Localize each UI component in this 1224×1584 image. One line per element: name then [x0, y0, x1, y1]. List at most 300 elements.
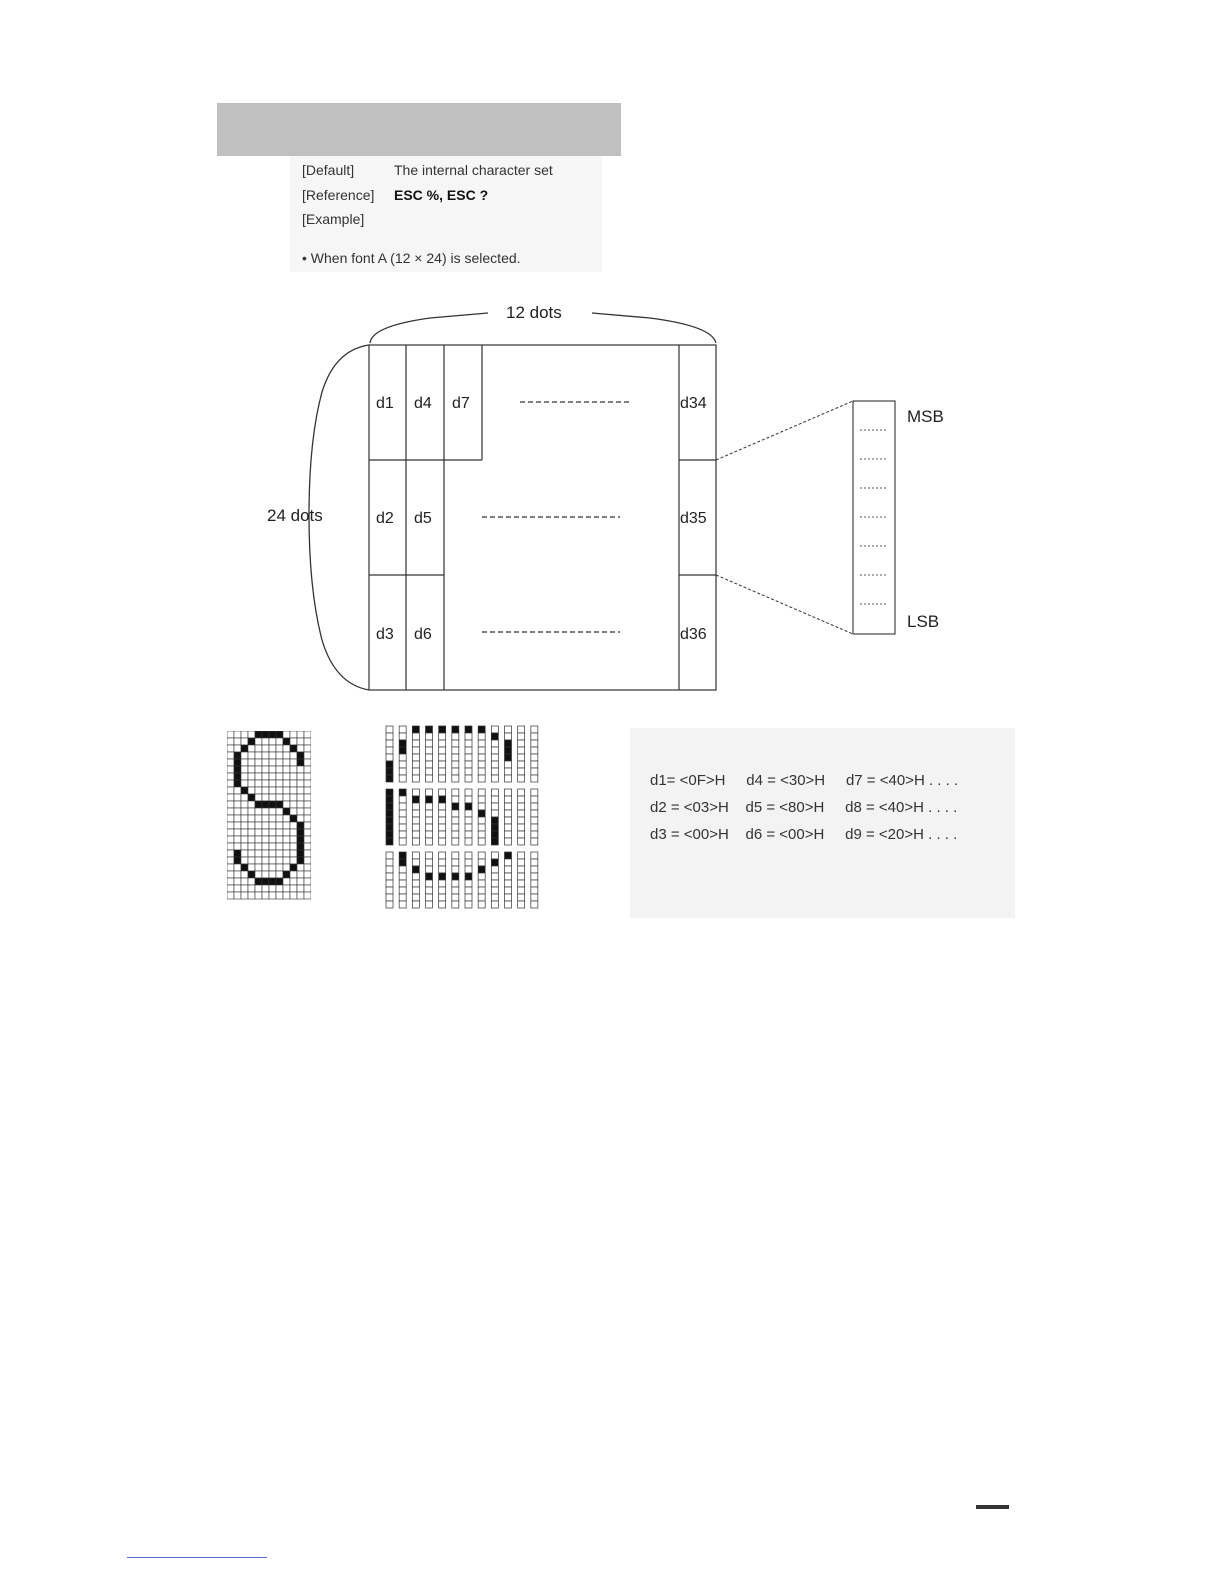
dot-cell [227, 738, 234, 745]
dot-cell [290, 850, 297, 857]
dot-cell [234, 871, 241, 878]
dot-cell [255, 794, 262, 801]
dot-cell [262, 829, 269, 836]
dot-cell [297, 864, 304, 871]
dot-cell [276, 787, 283, 794]
byte-column-cell [491, 726, 498, 782]
dot-cell [241, 885, 248, 892]
dot-cell [304, 850, 311, 857]
dot-cell [276, 829, 283, 836]
dot-cell [227, 766, 234, 773]
dot-cell [304, 829, 311, 836]
byte-column-cell [452, 789, 459, 845]
dot-cell [283, 766, 290, 773]
dot-cell [304, 738, 311, 745]
dot-cell [297, 745, 304, 752]
dot-cell [241, 766, 248, 773]
byte-column-cell [531, 726, 538, 782]
dot-cell [283, 808, 290, 815]
dot-cell [262, 766, 269, 773]
dot-cell [276, 738, 283, 745]
dot-cell [297, 885, 304, 892]
byte-column-cell [399, 789, 406, 845]
dot-cell [290, 857, 297, 864]
dot-cell [234, 885, 241, 892]
dot-cell [290, 836, 297, 843]
dot-cell [241, 738, 248, 745]
dot-cell [304, 885, 311, 892]
dot-cell [234, 808, 241, 815]
dot-cell [262, 738, 269, 745]
dot-cell [276, 759, 283, 766]
byte-column-cell [386, 726, 393, 782]
dot-cell [304, 815, 311, 822]
dot-cell [283, 864, 290, 871]
dot-cell [227, 752, 234, 759]
dot-cell [304, 801, 311, 808]
values-row-3: d3 = <00>H d6 = <00>H d9 = <20>H . . . . [650, 826, 958, 843]
dot-cell [248, 780, 255, 787]
dot-cell [290, 892, 297, 899]
dot-cell [255, 745, 262, 752]
dot-cell [304, 864, 311, 871]
dot-cell [234, 850, 241, 857]
byte-column-cell [518, 852, 525, 908]
byte-column-cell [426, 852, 433, 908]
dot-cell [234, 759, 241, 766]
dot-cell [269, 766, 276, 773]
dot-cell [290, 731, 297, 738]
dot-cell [276, 857, 283, 864]
dot-cell [276, 815, 283, 822]
msb-label: MSB [907, 407, 944, 426]
dot-cell [255, 759, 262, 766]
dot-cell [297, 878, 304, 885]
dot-cell [269, 745, 276, 752]
dot-cell [276, 731, 283, 738]
dot-cell [290, 878, 297, 885]
dot-cell [262, 808, 269, 815]
dot-cell [283, 822, 290, 829]
dot-cell [283, 801, 290, 808]
dot-cell [227, 794, 234, 801]
dot-cell [304, 752, 311, 759]
dot-cell [276, 871, 283, 878]
byte-column-cell [491, 852, 498, 908]
cell-d34: d34 [680, 395, 707, 412]
dot-cell [227, 878, 234, 885]
example-label: [Example] [302, 211, 365, 227]
dot-cell [234, 836, 241, 843]
dot-cell [255, 871, 262, 878]
dot-cell [276, 822, 283, 829]
dot-cell [248, 822, 255, 829]
dot-cell [269, 843, 276, 850]
dot-cell [290, 752, 297, 759]
dot-cell [241, 752, 248, 759]
dot-cell [283, 829, 290, 836]
dot-cell [248, 766, 255, 773]
dot-cell [269, 857, 276, 864]
dot-cell [262, 843, 269, 850]
dot-cell [283, 780, 290, 787]
dot-cell [241, 815, 248, 822]
dot-cell [227, 857, 234, 864]
dot-cell [297, 773, 304, 780]
dot-cell [248, 787, 255, 794]
dot-cell [290, 773, 297, 780]
dot-cell [255, 850, 262, 857]
dot-cell [290, 871, 297, 878]
dot-cell [241, 822, 248, 829]
dot-cell [297, 857, 304, 864]
byte-column-cell [518, 789, 525, 845]
dot-cell [297, 752, 304, 759]
dot-cell [262, 815, 269, 822]
dot-cell [234, 766, 241, 773]
dot-cell [269, 871, 276, 878]
dot-cell [255, 829, 262, 836]
dot-cell [255, 787, 262, 794]
dot-cell [297, 787, 304, 794]
dot-cell [290, 843, 297, 850]
dot-cell [248, 836, 255, 843]
dot-cell [283, 759, 290, 766]
dot-cell [255, 857, 262, 864]
dot-cell [269, 815, 276, 822]
dot-cell [297, 731, 304, 738]
dot-cell [234, 731, 241, 738]
dot-cell [234, 745, 241, 752]
character-s-grid [227, 731, 311, 900]
dot-cell [255, 752, 262, 759]
dot-cell [283, 731, 290, 738]
dot-cell [297, 766, 304, 773]
dot-cell [290, 766, 297, 773]
dot-cell [234, 801, 241, 808]
dot-cell [248, 843, 255, 850]
dot-cell [248, 885, 255, 892]
dot-cell [276, 808, 283, 815]
dot-cell [297, 801, 304, 808]
dot-cell [297, 892, 304, 899]
dot-cell [241, 773, 248, 780]
cell-d7: d7 [452, 395, 470, 412]
cell-d2: d2 [376, 510, 394, 527]
dot-cell [262, 871, 269, 878]
dot-cell [269, 836, 276, 843]
dot-cell [241, 843, 248, 850]
dot-cell [276, 745, 283, 752]
dot-cell [276, 843, 283, 850]
dot-cell [262, 857, 269, 864]
dot-cell [283, 773, 290, 780]
dot-cell [276, 864, 283, 871]
cell-d5: d5 [414, 510, 432, 527]
dot-cell [234, 822, 241, 829]
cell-d4: d4 [414, 395, 432, 412]
dot-cell [276, 773, 283, 780]
dot-cell [276, 766, 283, 773]
dot-cell [227, 801, 234, 808]
byte-column-cell [505, 789, 512, 845]
dot-cell [290, 885, 297, 892]
dot-cell [269, 878, 276, 885]
values-row-1: d1= <0F>H d4 = <30>H d7 = <40>H . . . . [650, 772, 959, 789]
reference-value: ESC %, ESC ? [394, 187, 489, 203]
dot-cell [297, 815, 304, 822]
dot-cell [234, 857, 241, 864]
dot-cell [248, 815, 255, 822]
dot-cell [304, 766, 311, 773]
dot-cell [241, 850, 248, 857]
dot-cell [262, 773, 269, 780]
dot-cell [304, 836, 311, 843]
dot-cell [304, 794, 311, 801]
dot-cell [269, 731, 276, 738]
dot-cell [290, 801, 297, 808]
dot-cell [227, 850, 234, 857]
dot-cell [262, 801, 269, 808]
dot-cell [283, 752, 290, 759]
dot-cell [276, 892, 283, 899]
dot-cell [262, 850, 269, 857]
dot-cell [248, 808, 255, 815]
dot-cell [283, 878, 290, 885]
byte-column-cell [505, 852, 512, 908]
dot-cell [304, 759, 311, 766]
dot-cell [227, 892, 234, 899]
dot-cell [255, 878, 262, 885]
dot-cell [269, 738, 276, 745]
dot-cell [297, 759, 304, 766]
font-a-note: • When font A (12 × 24) is selected. [302, 250, 521, 266]
dot-cell [255, 843, 262, 850]
dot-cell [248, 871, 255, 878]
dot-cell [269, 829, 276, 836]
dot-cell [248, 878, 255, 885]
dot-cell [248, 745, 255, 752]
dot-cell [241, 731, 248, 738]
dot-cell [283, 857, 290, 864]
dot-cell [304, 808, 311, 815]
dot-cell [255, 808, 262, 815]
dot-cell [276, 752, 283, 759]
dot-cell [269, 892, 276, 899]
dot-cell [269, 787, 276, 794]
cell-d6: d6 [414, 626, 432, 643]
dot-cell [241, 878, 248, 885]
byte-column-cell [412, 789, 419, 845]
dot-cell [297, 808, 304, 815]
dot-cell [262, 780, 269, 787]
dot-cell [241, 871, 248, 878]
dot-cell [255, 815, 262, 822]
values-panel [630, 728, 1015, 918]
cell-d1: d1 [376, 395, 394, 412]
dot-cell [276, 850, 283, 857]
cell-d36: d36 [680, 626, 707, 643]
dot-cell [304, 843, 311, 850]
lsb-label: LSB [907, 612, 940, 631]
dot-cell [248, 829, 255, 836]
byte-column-cell [399, 726, 406, 782]
dot-cell [234, 843, 241, 850]
dot-cell [248, 864, 255, 871]
dot-cell [269, 822, 276, 829]
dot-cell [290, 808, 297, 815]
dot-cell [241, 836, 248, 843]
dot-cell [248, 738, 255, 745]
byte-groups-grid [385, 725, 549, 909]
dot-cell [269, 794, 276, 801]
dot-cell [255, 864, 262, 871]
byte-column-cell [426, 726, 433, 782]
dot-cell [269, 773, 276, 780]
dot-cell [248, 731, 255, 738]
byte-column-cell [518, 726, 525, 782]
dot-cell [234, 794, 241, 801]
dot-cell [262, 822, 269, 829]
reference-label: [Reference] [302, 187, 375, 203]
dot-cell [241, 808, 248, 815]
byte-column-cell [426, 789, 433, 845]
dot-cell [262, 759, 269, 766]
byte-column-cell [505, 726, 512, 782]
byte-column-cell [399, 852, 406, 908]
dot-cell [227, 871, 234, 878]
dot-cell [234, 780, 241, 787]
dot-cell [234, 829, 241, 836]
byte-column-cell [386, 852, 393, 908]
dot-cell [276, 794, 283, 801]
dot-cell [227, 808, 234, 815]
cell-d3: d3 [376, 626, 394, 643]
dot-cell [234, 738, 241, 745]
dot-cell [269, 808, 276, 815]
dot-cell [304, 878, 311, 885]
dot-cell [227, 864, 234, 871]
byte-column-cell [439, 852, 446, 908]
dot-cell [241, 829, 248, 836]
dot-cell [234, 892, 241, 899]
dot-cell [283, 871, 290, 878]
height-label: 24 dots [267, 506, 323, 525]
dot-cell [241, 794, 248, 801]
dot-cell [297, 871, 304, 878]
byte-column-cell [465, 789, 472, 845]
dot-cell [241, 857, 248, 864]
dot-cell [241, 892, 248, 899]
dot-cell [297, 843, 304, 850]
dot-cell [241, 780, 248, 787]
dot-cell [283, 787, 290, 794]
dot-cell [234, 773, 241, 780]
dot-cell [283, 843, 290, 850]
dot-cell [234, 878, 241, 885]
dot-cell [283, 836, 290, 843]
dot-cell [283, 738, 290, 745]
dot-cell [262, 787, 269, 794]
byte-column-cell [531, 852, 538, 908]
dot-cell [227, 815, 234, 822]
dot-cell [304, 822, 311, 829]
dot-cell [255, 766, 262, 773]
dot-cell [255, 801, 262, 808]
dot-cell [290, 759, 297, 766]
dot-cell [262, 745, 269, 752]
byte-column-cell [452, 852, 459, 908]
byte-column-cell [491, 789, 498, 845]
dot-cell [248, 752, 255, 759]
dot-cell [297, 829, 304, 836]
byte-column-cell [439, 789, 446, 845]
dot-cell [297, 738, 304, 745]
byte-column-cell [531, 789, 538, 845]
dot-cell [255, 822, 262, 829]
dot-cell [297, 794, 304, 801]
dot-cell [283, 745, 290, 752]
dot-cell [297, 850, 304, 857]
dot-cell [283, 815, 290, 822]
dot-cell [304, 731, 311, 738]
dot-cell [241, 759, 248, 766]
byte-column-cell [478, 789, 485, 845]
default-label: [Default] [302, 162, 355, 178]
byte-column-cell [412, 852, 419, 908]
dot-cell [269, 850, 276, 857]
dot-cell [248, 759, 255, 766]
dot-cell [304, 780, 311, 787]
byte-column-cell [412, 726, 419, 782]
footer-link-underline [127, 1557, 267, 1558]
dot-cell [290, 745, 297, 752]
dot-cell [262, 752, 269, 759]
dot-layout-diagram [0, 0, 1224, 720]
dot-cell [290, 738, 297, 745]
dot-cell [283, 892, 290, 899]
dot-cell [227, 787, 234, 794]
byte-column-cell [465, 726, 472, 782]
dot-cell [234, 815, 241, 822]
default-value: The internal character set [394, 162, 553, 178]
dot-cell [227, 773, 234, 780]
dot-cell [269, 885, 276, 892]
dot-cell [290, 864, 297, 871]
dot-cell [241, 801, 248, 808]
dot-cell [227, 780, 234, 787]
dot-cell [262, 731, 269, 738]
dot-cell [276, 780, 283, 787]
dot-cell [262, 878, 269, 885]
dot-cell [262, 892, 269, 899]
dot-cell [269, 801, 276, 808]
dot-cell [269, 759, 276, 766]
dot-cell [234, 787, 241, 794]
dot-cell [227, 843, 234, 850]
dot-cell [276, 885, 283, 892]
dot-cell [290, 829, 297, 836]
dot-cell [234, 752, 241, 759]
byte-column-cell [478, 852, 485, 908]
dot-cell [248, 892, 255, 899]
dot-cell [227, 836, 234, 843]
byte-column-cell [386, 789, 393, 845]
dot-cell [227, 745, 234, 752]
dot-cell [262, 864, 269, 871]
dot-cell [297, 836, 304, 843]
dot-cell [304, 857, 311, 864]
